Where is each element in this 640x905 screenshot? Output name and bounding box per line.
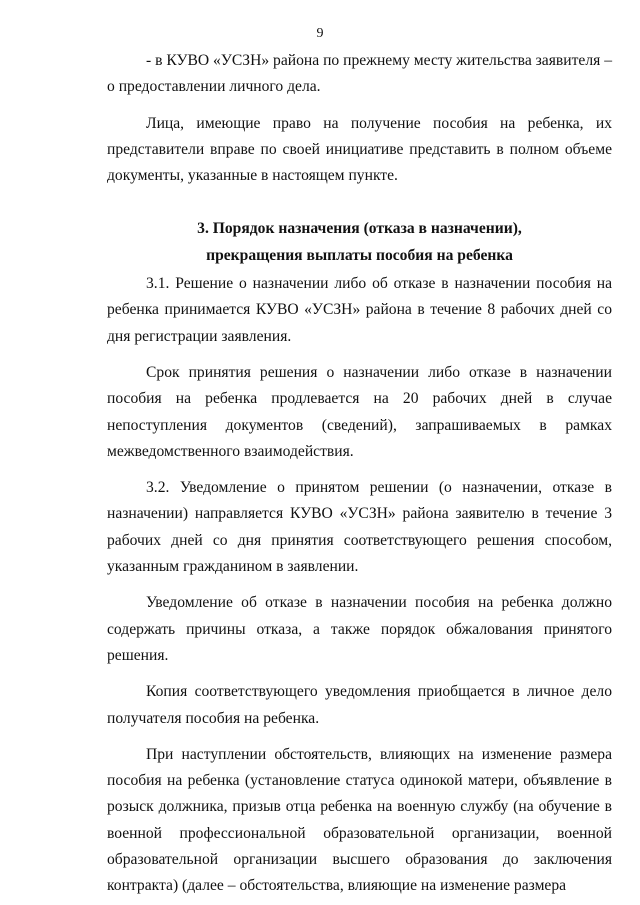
paragraph-refusal-notice: Уведомление об отказе в назначении пособия на ребенка должно содержать причины отказа, а также порядок обжалования принятого решения. xyxy=(107,594,612,664)
document-body xyxy=(107,48,612,900)
paragraph-notice-copy: Копия соответствующего уведомления приобщается в личное дело получателя пособия на ребенка. xyxy=(107,683,612,727)
paragraph-personal-file: - в КУВО «УСЗН» района по прежнему месту жительства заявителя – о предоставлении личного дела. xyxy=(107,52,612,96)
section-heading-line-1: 3. Порядок назначения (отказа в назначении), xyxy=(197,220,522,238)
paragraph-term-extension: Срок принятия решения о назначении либо отказе в назначении пособия на ребенка продлевается на 20 рабочих дней в случае непоступления документов (сведений), запрашиваемых в рамках межведомственного взаимодействия. xyxy=(107,363,612,460)
paragraph-circumstances: При наступлении обстоятельств, влияющих на изменение размера пособия на ребенка (установление статуса одинокой матери, объявление в розыск должника, призыв отца ребенка на военную службу (на обучение в военной профессиональной образовательной организации, военной образовательной организации высшего образования до заключения контракта) (далее – обстоятельства, влияющие на изменение размера xyxy=(107,745,612,895)
section-heading xyxy=(107,216,612,269)
paragraph-applicant-rights: Лица, имеющие право на получение пособия на ребенка, их представители вправе по своей инициативе представить в полном объеме документы, указанные в настоящем пункте. xyxy=(107,114,612,185)
paragraph-3-1: 3.1. Решение о назначении либо об отказе в назначении пособия на ребенка принимается КУВО «УСЗН» района в течение 8 рабочих дней со дня регистрации заявления. xyxy=(107,275,612,345)
page-number: 9 xyxy=(316,26,324,41)
section-heading-line-2: прекращения выплаты пособия на ребенка xyxy=(206,246,513,264)
paragraph-3-2: 3.2. Уведомление о принятом решении (о назначении, отказе в назначении) направляется КУВО «УСЗН» района заявителю в течение 3 рабочих дней со дня принятия соответствующего решения способом, указанным гражданином в заявлении. xyxy=(107,479,612,576)
